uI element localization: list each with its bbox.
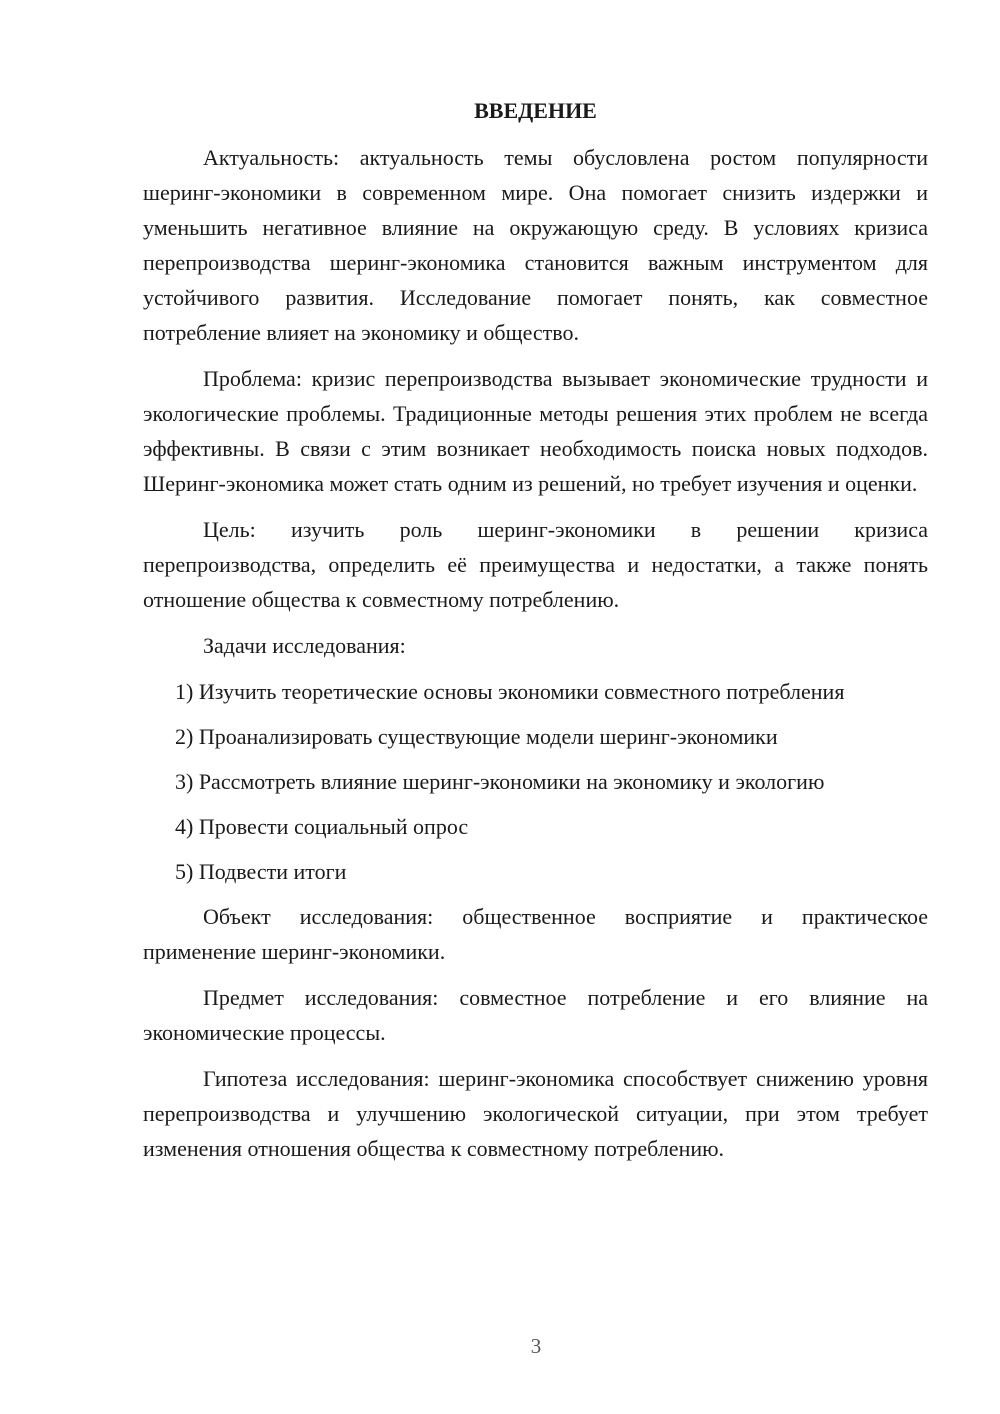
page-number: 3 <box>530 1334 542 1358</box>
paragraph-tasks-heading: Задачи исследования: <box>203 633 406 658</box>
list-item: 1) Изучить теоретические основы экономики совместного потребления <box>175 679 845 704</box>
list-item: 5) Подвести итоги <box>175 859 347 884</box>
list-item: 3) Рассмотреть влияние шеринг-экономики на экономику и экологию <box>175 769 825 794</box>
paragraph-subject: Предмет исследования: совместное потребление и его влияние на экономические процессы. <box>143 985 928 1045</box>
list-item: 4) Провести социальный опрос <box>175 814 469 839</box>
paragraph-relevance: Актуальность: актуальность темы обусловлена ростом популярности шеринг-экономики в современном мире. Она помогает снизить издержки и уменьшить негативное влияние на окружающую среду. В условиях кризиса перепроизводства шеринг-экономика становится важным инструментом для устойчивого развития. Исследование помогает понять, как совместное потребление влияет на экономику и общество. <box>143 145 928 345</box>
document-body <box>143 96 928 1166</box>
tasks-list <box>143 674 928 889</box>
paragraph-hypothesis: Гипотеза исследования: шеринг-экономика способствует снижению уровня перепроизводства и улучшению экологической ситуации, при этом требует изменения отношения общества к совместному потреблению. <box>143 1066 928 1161</box>
list-item: 2) Проанализировать существующие модели шеринг-экономики <box>175 724 778 749</box>
section-title: ВВЕДЕНИЕ <box>474 98 597 123</box>
paragraph-object: Объект исследования: общественное восприятие и практическое применение шеринг-экономики. <box>143 904 928 964</box>
paragraph-goal: Цель: изучить роль шеринг-экономики в решении кризиса перепроизводства, определить её преимущества и недостатки, а также понять отношение общества к совместному потреблению. <box>143 517 928 612</box>
paragraph-problem: Проблема: кризис перепроизводства вызывает экономические трудности и экологические проблемы. Традиционные методы решения этих проблем не всегда эффективны. В связи с этим возникает необходимость поиска новых подходов. Шеринг-экономика может стать одним из решений, но требует изучения и оценки. <box>143 366 928 496</box>
